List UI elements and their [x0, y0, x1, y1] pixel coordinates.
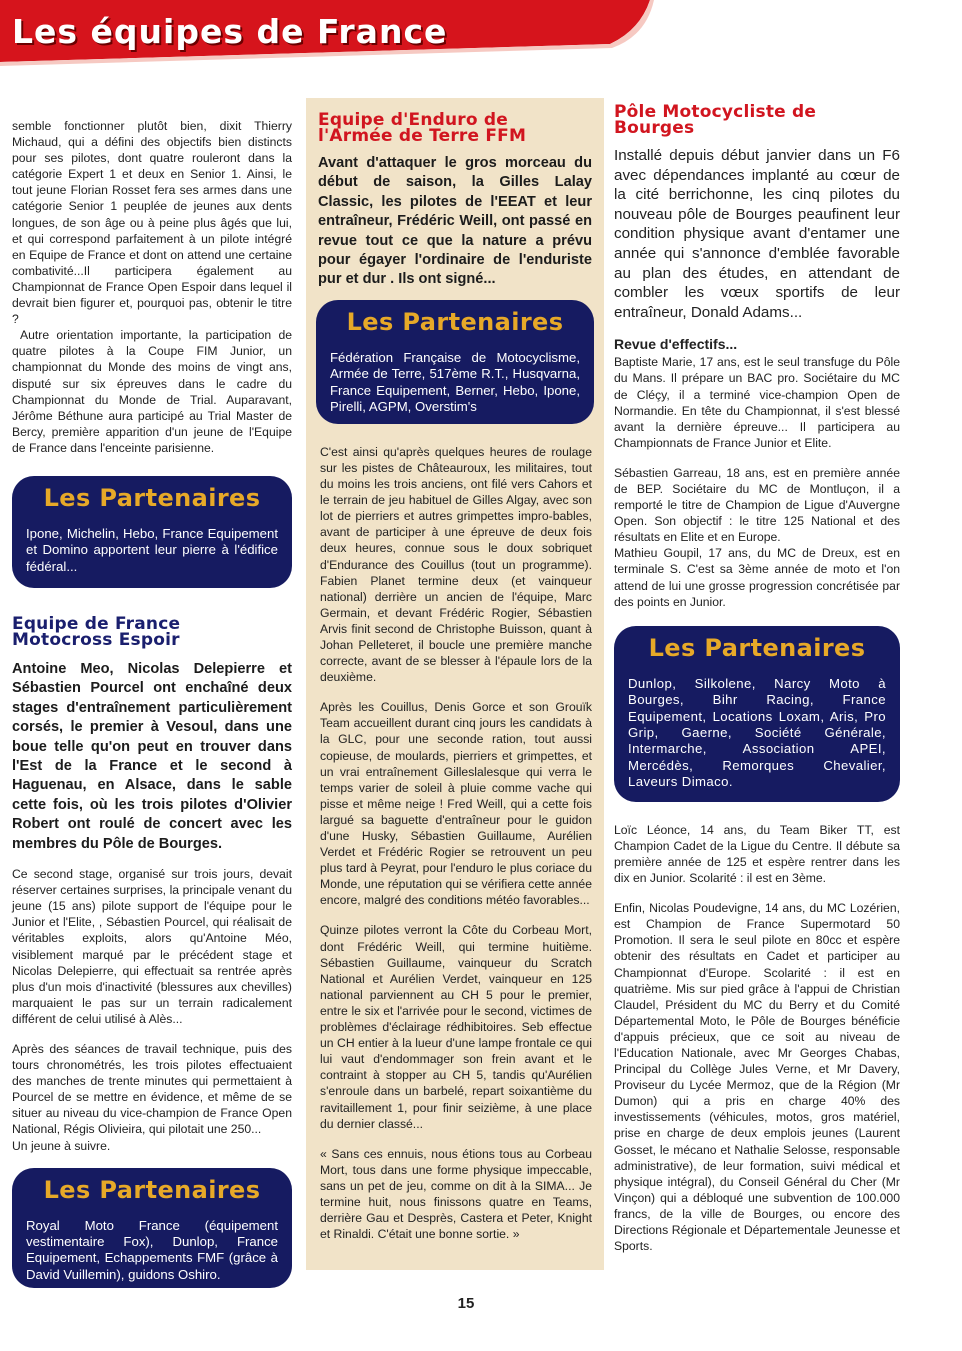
section-lead: Installé depuis début janvier dans un F6 avec dépendances implanté au cœur de la cité berrichonne, les cinq pilotes du nouveau pôle de Bourges peaufinent leur condition physique avant d'entamer une année qui s'annonce d'emblée favorable au plan des études, en attendant de combler les vœux sportifs de leur entraîneur, Donald Adams...: [614, 147, 900, 321]
paragraph: Après des séances de travail technique, puis des tours chronométrés, les trois pilotes effectuaient des manches de trente minutes qui permettaient à Pourcel de se mettre en évidence, et même de se situer au niveau du vice-champion de France Open National, Régis Olivieira, qui pilotait une 250...: [12, 1041, 292, 1137]
paragraph: Après les Couillus, Denis Gorce et son Grouïk Team accueillent durant cinq jours les candidats à la GLC, pour une seconde ration, tout aussi copieuse, de moulards, pierriers et grimpettes, et un vrai entraînement Gilleslalesque qui verra le temps varier de soleil à pluie comme vache qui pisse et même neige ! Fred Weill, qui a cette fois largué sa baguette d'entraîneur pour le guidon d'une Husky, Sébastien Guillaume, Aurélien Verdet et Frédéric Rogier se retrouvent un peu plus tard à Peyrat, pour l'enduro le plus coriace du Monde, une réputation qui se vérifiera cette année encore, malgré des conditions météo favorables...: [320, 700, 592, 908]
partners-text: Royal Moto France (équipement vestimentaire Fox), Dunlop, France Equipement, Echappements FMF (grâce à David Vuillemin), guidons Oshiro.: [26, 1217, 278, 1282]
partners-title: Les Partenaires: [648, 633, 866, 662]
partners-title: Les Partenaires: [43, 483, 261, 512]
paragraph: Ce second stage, organisé sur trois jours, devait réserver certaines surprises, la principale venant du jeune (15 ans) pilote support de l'équipe pour le Junior et l'Elite, , Sébastien Pourcel, qui réalisait de véritables exploits, alors qu'Antoine Méo, visiblement marqué par le précédent stage et Nicolas Delepierre, qui effectuait sa rentrée après plus d'un mois d'inactivité (blessures aux chevilles) marquaient le pas sur un terrain radicalement différent de celui utilisé à Alès...: [12, 867, 292, 1026]
paragraph: semble fonctionner plutôt bien, dixit Thierry Michaud, qui a défini des objectifs bien distincts pour ses pilotes, dont quatre rouleront dans la catégorie Expert 1 et deux en Senior 1. Ainsi, le tout jeune Florian Rosset fera ses armes dans une catégorie Senior 1 peuplée de jeunes aux dents longues, de son âge ou à peine plus âgés que lui, et qui correspond parfaitement à un pilote intégré en Equipe de France et dont on attend une certaine combativité...Il participera également au Championnat de France Open Espoir dans lequel il devrait bien figurer et, pourquoi pas, obtenir le titre ?: [12, 119, 292, 327]
partners-text: Ipone, Michelin, Hebo, France Equipement et Domino apportent leur pierre à l'édifice fédéral...: [26, 525, 278, 574]
paragraph: « Sans ces ennuis, nous étions tous au Corbeau Mort, tous dans une forme physique impeccable, sans un pet de jeu, comme on dit à la SIMA... Je termine huit, nous finissons quatre en Teams, derrière Gau et Desprès, Castera et Peter, Knight et Rinaldi. C'était une bonne sortie. »: [320, 1146, 592, 1242]
paragraph: Baptiste Marie, 17 ans, est le seul transfuge du Pôle du Mans. Il prépare un BAC pro. Sociétaire du MC de Cléçy, il a terminé vice-champion Open de Normandie. En tête du Championnat, il s'est blessé avant la dernière épreuve... Il participera au Championnats de France Junior et Elite.: [614, 355, 900, 450]
paragraph: Sébastien Garreau, 18 ans, est en première année de BEP. Sociétaire du MC de Montluçon, il a remporté le titre de Champion de Ligue d'Auvergne Open. Son objectif : le titre 125 National et des résultats en Elite et en Europe.: [614, 465, 900, 545]
paragraph: Autre orientation importante, la participation de quatre pilotes à la Coupe FIM Junior, un championnat du Monde des moins de vingt ans, disputé sur six épreuves dans le cadre du Championnat du Monde de Trial. Auparavant, Jérôme Béthune aura participé au Trial Master de Bercy, première apparition d'un jeune de l'Equipe de France dans l'enceinte parisienne.: [12, 328, 292, 455]
paragraph: C'est ainsi qu'après quelques heures de roulage sur les pistes de Châteauroux, les militaires, tout du moins les trois anciens, ont filé vers Cahors et le terrain de jeu habituel de Gilles Algay, avec son lot de pierriers et autres grimpettes impro-bables, avant de participer à une épreuve de deux fois deux heures, connue sous le doux sobriquet d'Endurance des Couillus (tout un programme). Fabien Planet termine deux (et vainqueur national) derrière un ancien de l'équipe, Marc Germain, et devant Frédéric Rogier, Sébastien Arvis finit second de Christophe Buisson, quant à Johan Pelleteret, il boucle une première manche correcte, avant de se blesser à l'épaule lors de la deuxième.: [320, 444, 592, 685]
page-number: 15: [457, 1295, 475, 1312]
partners-box: [12, 1168, 292, 1288]
section-lead: Avant d'attaquer le gros morceau du début de saison, la Gilles Lalay Classic, les pilotes de l'EEAT et leur entraîneur, Frédéric Weill, ont passé en revue tout ce que la nature a prévu pour égayer l'ordinaire de l'enduriste pur et dur . Ils ont signé...: [318, 155, 592, 288]
section-heading: Equipe d'Enduro de l'Armée de Terre FFM: [318, 110, 527, 146]
paragraph: Loïc Léonce, 14 ans, du Team Biker TT, est Champion Cadet de la Ligue du Centre. Il débute sa première année de 125 et espère rentrer dans les dix en Junior. Scolarité : il est en 3ème.: [614, 822, 900, 886]
section-body: [614, 822, 900, 1254]
paragraph: Mathieu Goupil, 17 ans, du MC de Dreux, est en terminale S. C'est sa 3ème année de moto et l'on attend de lui une grosse progression concrétisée par des points en Junior.: [614, 546, 900, 609]
paragraph: Un jeune à suivre.: [12, 1138, 111, 1153]
partners-box: [316, 300, 594, 424]
section-heading: Equipe de France Motocross Espoir: [12, 613, 181, 650]
partners-title: Les Partenaires: [346, 307, 564, 336]
section-heading: Pôle Motocycliste de Bourges: [614, 102, 817, 138]
column-left: [12, 118, 292, 1288]
section-body: [306, 424, 604, 1242]
paragraph: Quinze pilotes verront la Côte du Corbeau Mort, dont Frédéric Weill, qui termine huitième. Sébastien Guillaume, vainqueur du Scratch National et Aurélien Verdet, vainqueur en 125 national parviennent au CH 5 pour le premier, entre le six et l'arrivée pour le second, victimes de problèmes d'éclairage rédhibitoires. Seb effectue un CH entier à la lueur d'une lampe frontale ce qui lui vaut d'endommager son frein avant et le contraint à stopper au CH 5, tandis qu'Aurélien s'enroule dans un barbelé, repart soixantième du ravitaillement 1, pour finir seizième, à une place du dernier classé...: [320, 923, 592, 1131]
partners-box: [12, 476, 292, 588]
intro-text: [12, 118, 292, 456]
page-title: Les équipes de France: [12, 12, 448, 51]
section-body: [12, 866, 292, 1154]
column-middle: [306, 98, 604, 1270]
paragraph: Enfin, Nicolas Poudevigne, 14 ans, du MC Lozérien, est Champion de France Supermotard 50 Promotion. Il sera le seul pilote en 80cc et espère obtenir des résultats en Cadet et participer au Championnat d'Europe. Scolarité : il est en quatrième. Mis sur pied grâce à l'appui de Christian Claudel, Président du MC du Berry et du Comité Départemental Moto, le Pôle de Bourges bénéficie d'appuis précieux, que ce soit au niveau de l'Education Nationale, avec Mr Georges Chabas, Principal du Collège Jules Verne, et Mr Davery, Proviseur du Lycée Mermoz, que de la Région (Mr Dumon) qui a pris en charge 40% des investissements (véhicules, motos, gros matériel, prise en charge de deux emplois jeunes (Laurent Gosset, le mécano et Nathalie Selosse, responsable administrative), de leur formation, suivi médical et physique intégral), du Conseil Général du Cher (Mr Vinçon) qui a débloqué une subvention de 100.000 francs, de la ville de Bourges, ou encore des Directions Régionale et Départementale Jeunesse et Sports.: [614, 901, 900, 1254]
partners-text: Fédération Française de Motocyclisme, Armée de Terre, 517ème R.T., Husqvarna, France Equipement, Berner, Hebo, Ipone, Pirelli, AGPM, Overstim's: [330, 349, 580, 415]
section-lead: Antoine Meo, Nicolas Delepierre et Sébastien Pourcel ont enchaîné deux stages d'entraînement particulièrement corsés, le premier à Vesoul, dans une boue telle qu'on peut en trouver dans l'Est de la France et le second à Haguenau, en Alsace, dans le sable cette fois, où les trois pilotes d'Olivier Robert ont roulé de concert avec les membres du Pôle de Bourges.: [12, 660, 292, 852]
column-right: [614, 104, 900, 1254]
partners-box: [614, 626, 900, 802]
partners-title: Les Partenaires: [43, 1175, 261, 1204]
partners-text: Dunlop, Silkolene, Narcy Moto à Bourges, Bihr Racing, France Equipement, Locations Loxam, Aris, Pro Grip, Gaerne, Société Générale, Intermarche, Association APEI, Mercédès, Remorques Chevalier, Laveurs Dimaco.: [628, 675, 886, 790]
section-body: [614, 354, 900, 609]
subheading: Revue d'effectifs...: [614, 336, 738, 353]
header-banner: [0, 0, 962, 70]
